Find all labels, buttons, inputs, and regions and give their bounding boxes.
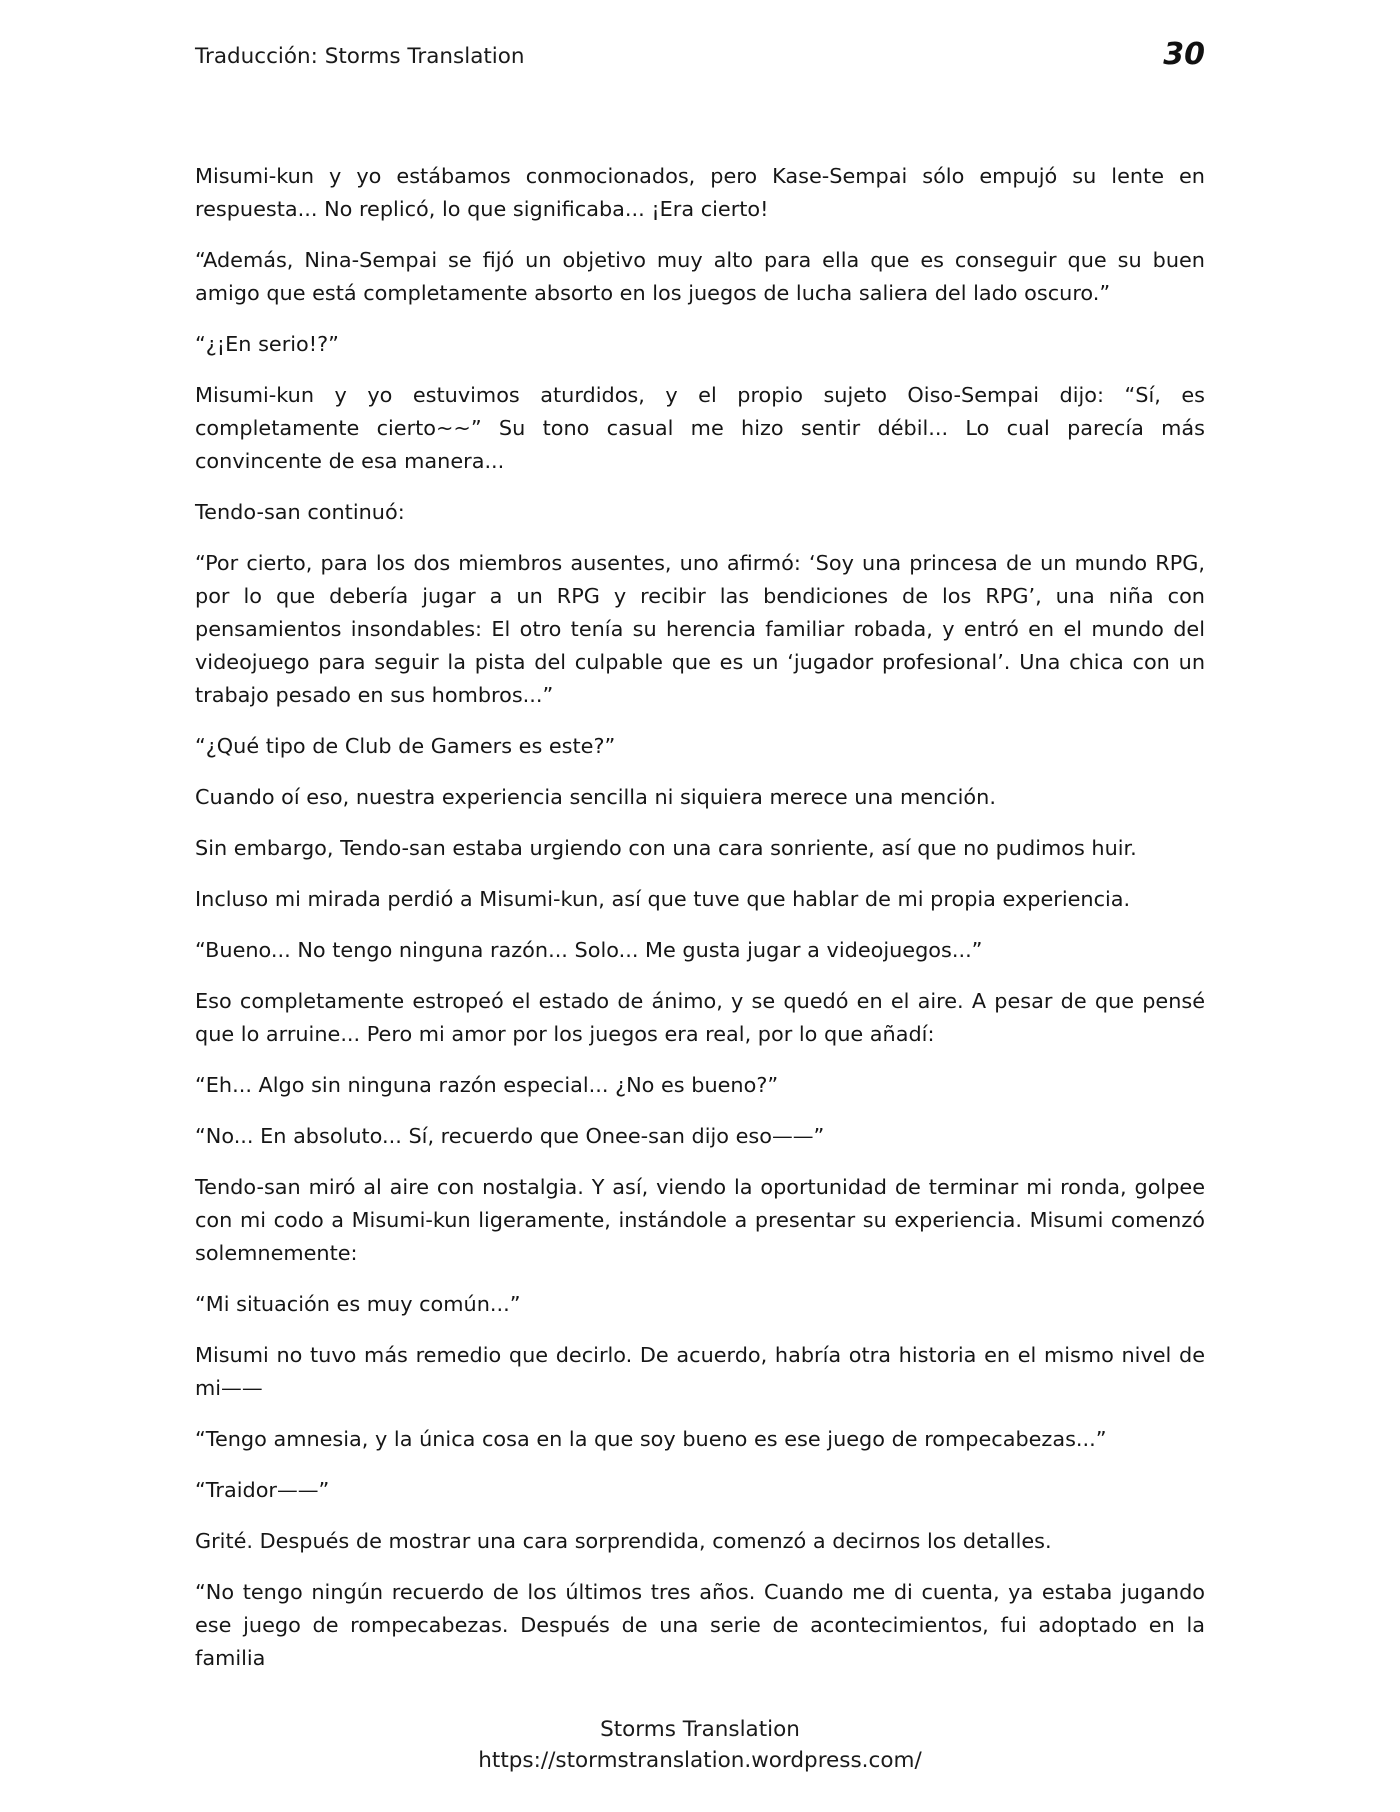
paragraph: Sin embargo, Tendo-san estaba urgiendo con una cara sonriente, así que no pudimos huir. xyxy=(195,836,1137,860)
paragraph: “No... En absoluto... Sí, recuerdo que Onee-san dijo eso——” xyxy=(195,1124,825,1148)
page-number: 30 xyxy=(1163,37,1205,72)
paragraph: Tendo-san continuó: xyxy=(195,500,405,524)
paragraph: Misumi no tuvo más remedio que decirlo. De acuerdo, habría otra historia en el mismo nivel de mi—— xyxy=(195,1343,1205,1400)
paragraph: “Eh... Algo sin ninguna razón especial... ¿No es bueno?” xyxy=(195,1073,779,1097)
paragraph: Misumi-kun y yo estábamos conmocionados, pero Kase-Sempai sólo empujó su lente en respuesta... No replicó, lo que significaba... ¡Era cierto! xyxy=(195,164,1205,221)
paragraph: Cuando oí eso, nuestra experiencia sencilla ni siquiera merece una mención. xyxy=(195,785,996,809)
paragraph: Incluso mi mirada perdió a Misumi-kun, así que tuve que hablar de mi propia experiencia. xyxy=(195,887,1131,911)
paragraph: Grité. Después de mostrar una cara sorprendida, comenzó a decirnos los detalles. xyxy=(195,1529,1052,1553)
paragraph: “Traidor——” xyxy=(195,1478,330,1502)
paragraph: “No tengo ningún recuerdo de los últimos tres años. Cuando me di cuenta, ya estaba jugando ese juego de rompecabezas. Después de una serie de acontecimientos, fui adoptado en la familia xyxy=(195,1580,1205,1670)
paragraph: “Por cierto, para los dos miembros ausentes, uno afirmó: ‘Soy una princesa de un mundo RPG, por lo que debería jugar a un RPG y recibir las bendiciones de los RPG’, una niña con pensamientos insondables: El otro tenía su herencia familiar robada, y entró en el mundo del videojuego para seguir la pista del culpable que es un ‘jugador profesional’. Una chica con un trabajo pesado en sus hombros...” xyxy=(195,551,1205,707)
body-text xyxy=(195,160,1205,1693)
paragraph: “Bueno... No tengo ninguna razón... Solo... Me gusta jugar a videojuegos...” xyxy=(195,938,983,962)
page-footer xyxy=(0,1714,1400,1776)
paragraph: “Tengo amnesia, y la única cosa en la que soy bueno es ese juego de rompecabezas...” xyxy=(195,1427,1107,1451)
paragraph: “Además, Nina-Sempai se fijó un objetivo muy alto para ella que es conseguir que su buen amigo que está completamente absorto en los juegos de lucha saliera del lado oscuro.” xyxy=(195,248,1205,305)
paragraph: “Mi situación es muy común...” xyxy=(195,1292,521,1316)
paragraph: “¿¡En serio!?” xyxy=(195,332,339,356)
page-header xyxy=(195,37,1205,76)
paragraph: Tendo-san miró al aire con nostalgia. Y así, viendo la oportunidad de terminar mi ronda, golpee con mi codo a Misumi-kun ligeramente, instándole a presentar su experiencia. Misumi comenzó solemnemente: xyxy=(195,1175,1205,1265)
header-title: Traducción: Storms Translation xyxy=(195,44,525,69)
footer-url: https://stormstranslation.wordpress.com/ xyxy=(478,1748,922,1773)
paragraph: Misumi-kun y yo estuvimos aturdidos, y el propio sujeto Oiso-Sempai dijo: “Sí, es completamente cierto~~” Su tono casual me hizo sentir débil... Lo cual parecía más convincente de esa manera... xyxy=(195,383,1205,473)
footer-name: Storms Translation xyxy=(600,1717,800,1742)
paragraph: Eso completamente estropeó el estado de ánimo, y se quedó en el aire. A pesar de que pensé que lo arruine... Pero mi amor por los juegos era real, por lo que añadí: xyxy=(195,989,1205,1046)
paragraph: “¿Qué tipo de Club de Gamers es este?” xyxy=(195,734,616,758)
